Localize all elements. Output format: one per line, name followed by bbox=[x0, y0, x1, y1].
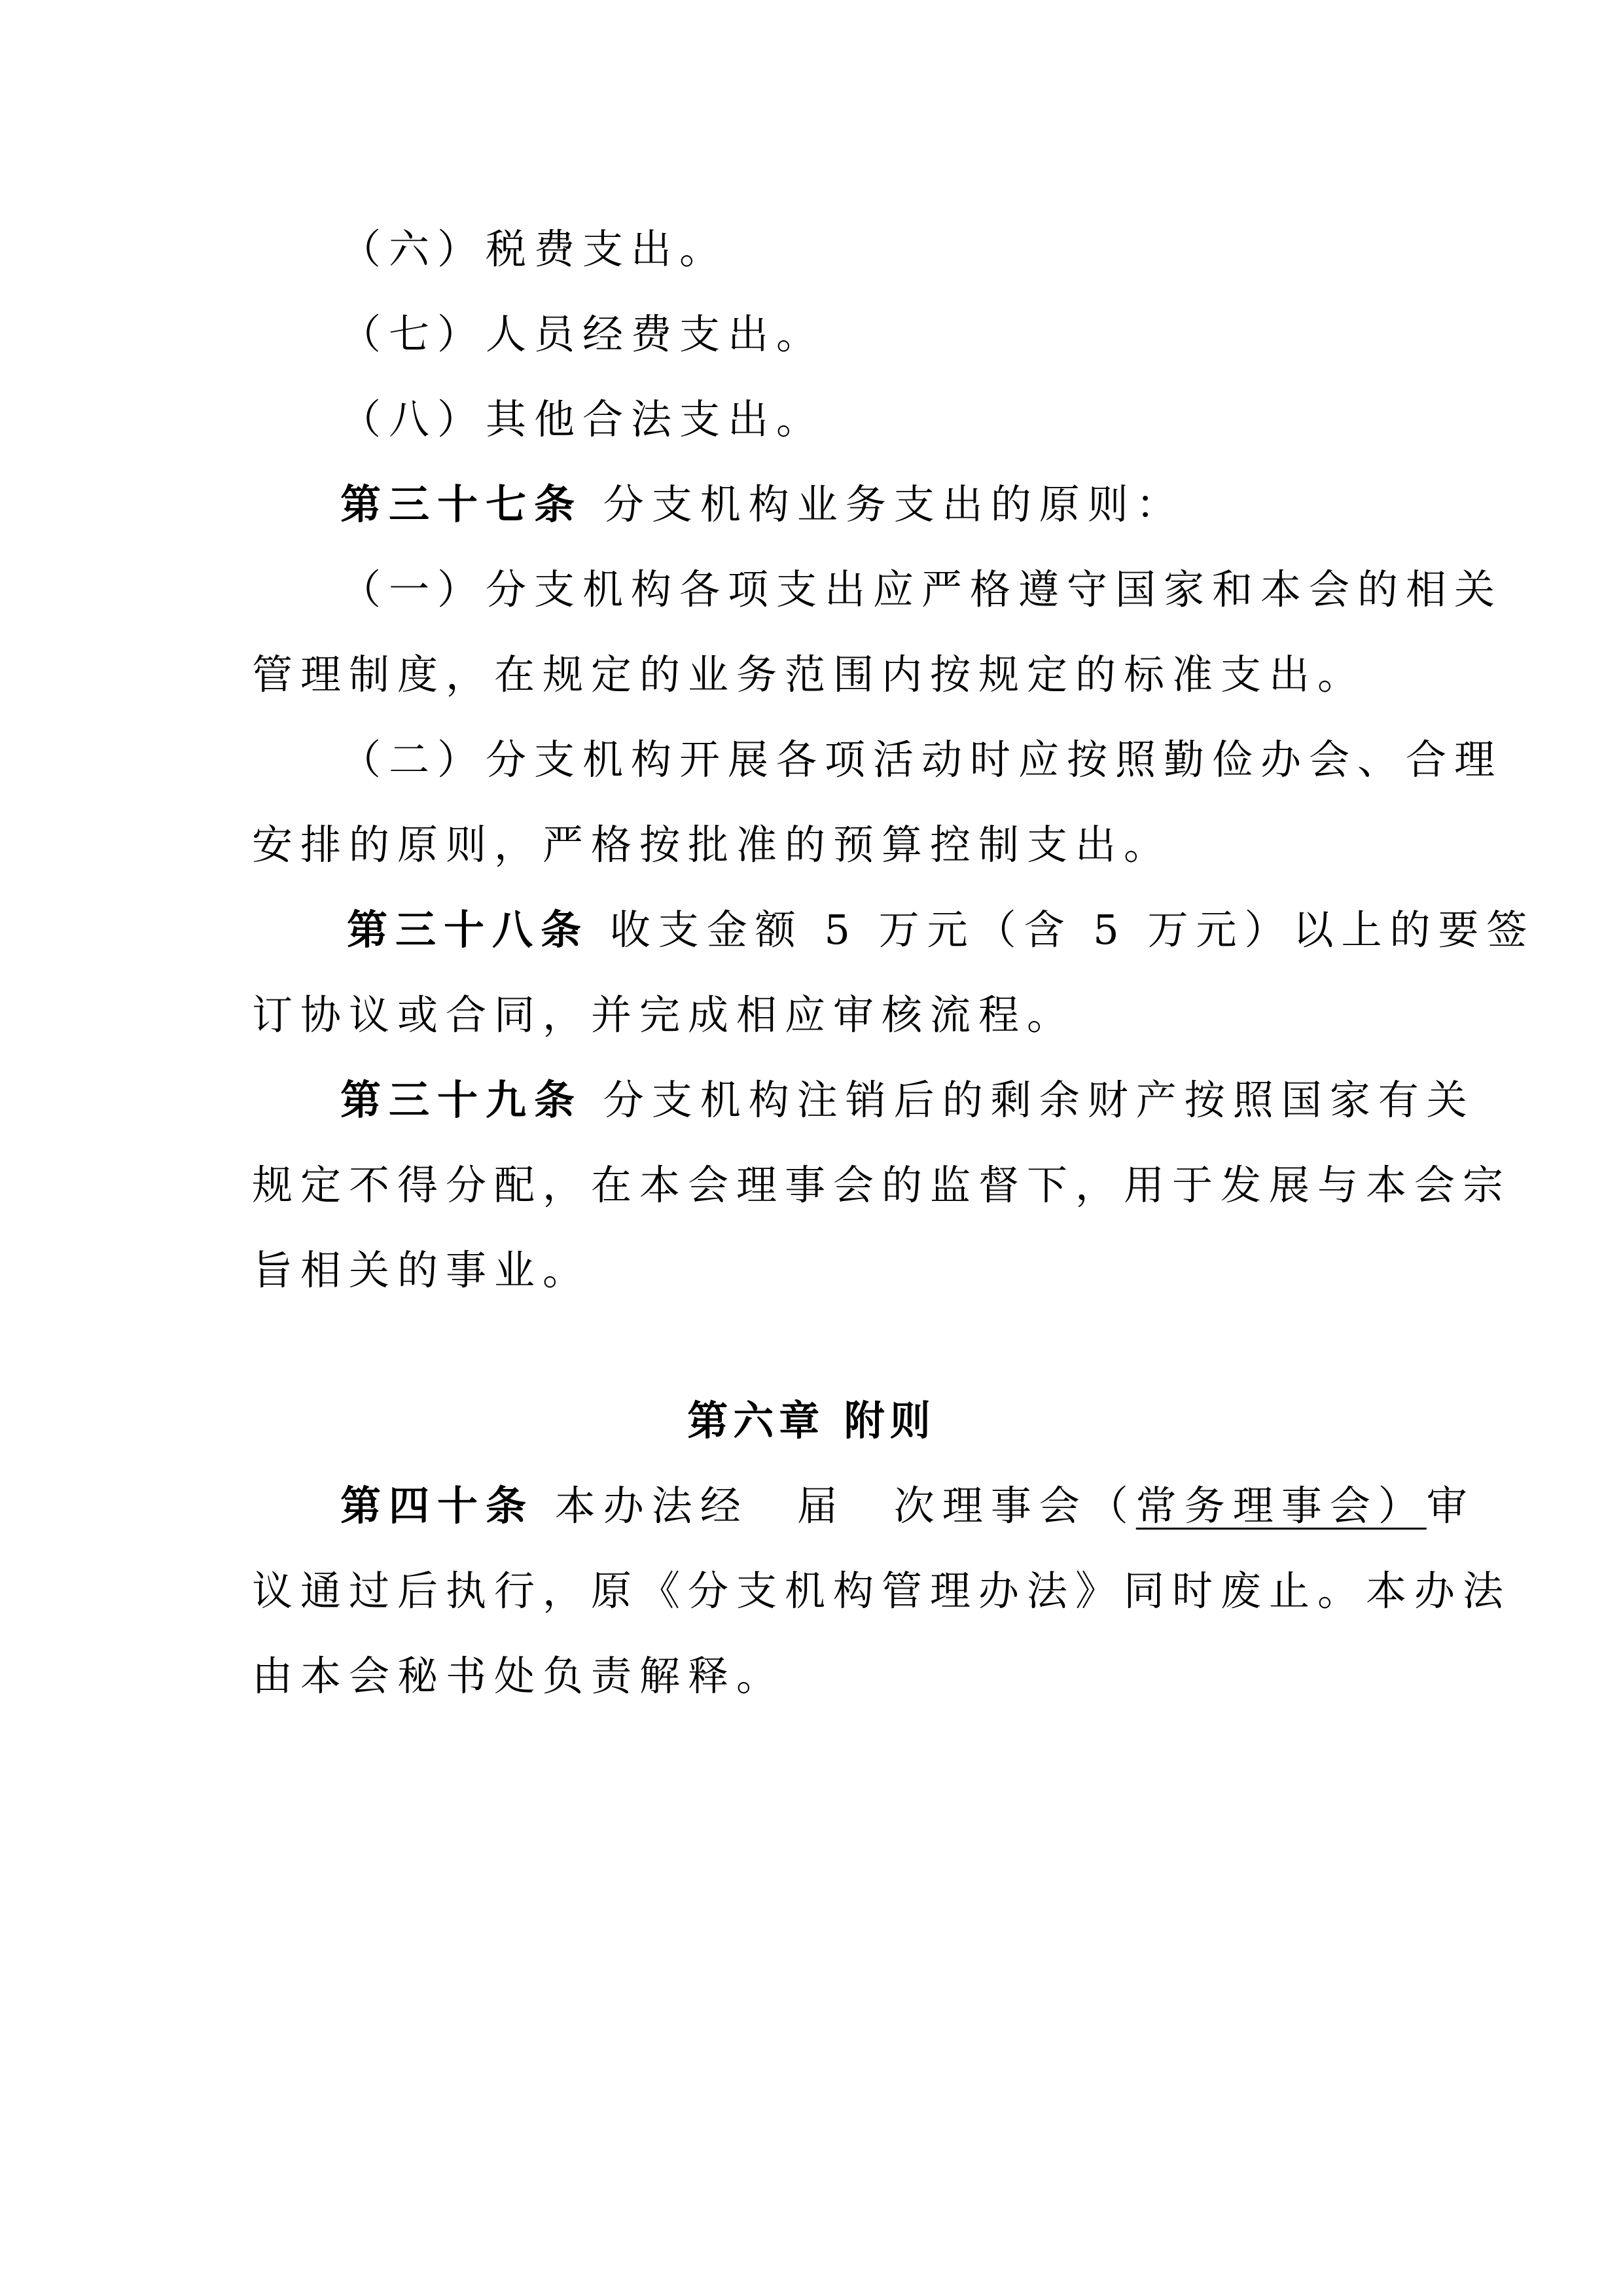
article-40-line-2: 议通过后执行，原《分支机构管理办法》同时废止。本办法 bbox=[252, 1567, 1512, 1615]
article-39-heading: 第三十九条 bbox=[340, 1076, 583, 1124]
article-38-text: 收支金额 5 万元（含 5 万元）以上的要签 bbox=[609, 906, 1535, 954]
article-40-heading: 第四十条 bbox=[340, 1482, 535, 1530]
article-37-clause-1-line-2: 管理制度，在规定的业务范围内按规定的标准支出。 bbox=[252, 651, 1366, 698]
article-40-line-1 bbox=[340, 1482, 1475, 1530]
item-eight: （八）其他合法支出。 bbox=[340, 395, 825, 443]
article-40-line-3: 由本会秘书处负责解释。 bbox=[252, 1652, 785, 1700]
article-38-heading: 第三十八条 bbox=[347, 906, 590, 954]
article-38-line-1 bbox=[347, 906, 1535, 954]
article-38-line-2: 订协议或合同，并完成相应审核流程。 bbox=[252, 991, 1076, 1039]
article-37-clause-2-line-1: （二）分支机构开展各项活动时应按照勤俭办会、合理 bbox=[340, 736, 1503, 783]
item-six: （六）税费支出。 bbox=[340, 225, 728, 273]
article-37-title-line bbox=[340, 480, 1371, 528]
chapter-6-title: 第六章 附则 bbox=[687, 1397, 936, 1444]
article-40-text-pre: 本办法经 届 次理事会（ bbox=[554, 1482, 1136, 1530]
article-37-heading: 第三十七条 bbox=[340, 480, 583, 528]
article-39-line-2: 规定不得分配，在本会理事会的监督下，用于发展与本会宗 bbox=[252, 1161, 1512, 1209]
article-39-text: 分支机构注销后的剩余财产按照国家有关 bbox=[603, 1076, 1475, 1124]
article-40-text-underlined: 常务理事会） bbox=[1135, 1482, 1427, 1530]
article-39-line-3: 旨相关的事业。 bbox=[252, 1246, 592, 1294]
article-37-clause-2-line-2: 安排的原则，严格按批准的预算控制支出。 bbox=[252, 821, 1173, 869]
article-39-line-1 bbox=[340, 1076, 1475, 1124]
item-seven: （七）人员经费支出。 bbox=[340, 310, 825, 358]
article-37-clause-1-line-1: （一）分支机构各项支出应严格遵守国家和本会的相关 bbox=[340, 565, 1503, 613]
article-40-text-post: 审 bbox=[1426, 1482, 1475, 1530]
article-37-text: 分支机构业务支出的原则： bbox=[603, 480, 1185, 528]
